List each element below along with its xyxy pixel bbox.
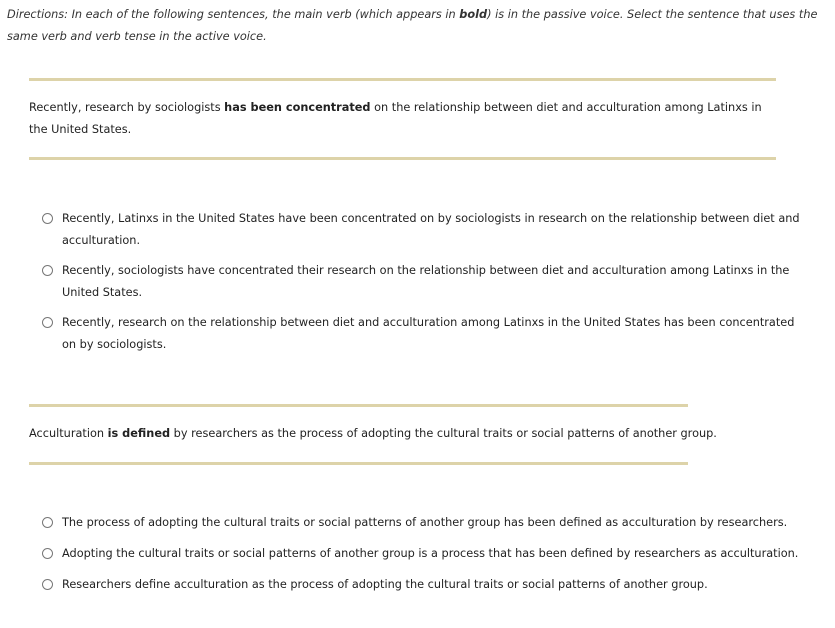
question-1-option-1[interactable] [42, 208, 802, 252]
question-2-stem [29, 423, 819, 445]
question-2-option-3-label: Researchers define acculturation as the process of adopting the cultural traits or social patterns of another group. [62, 578, 708, 591]
question-1-option-2[interactable] [42, 260, 812, 304]
question-2-option-1-label: The process of adopting the cultural traits or social patterns of another group has been defined as acculturation by researchers. [62, 516, 788, 529]
question-2-option-3-radio[interactable] [42, 579, 53, 590]
question-1-stem-before: Recently, research by sociologists [29, 101, 225, 114]
question-1-option-3[interactable] [42, 312, 812, 356]
question-1-stem-verb: has been concentrated [224, 101, 371, 114]
question-2-option-2-radio[interactable] [42, 548, 53, 559]
directions-text [7, 4, 829, 48]
question-1-option-2-radio[interactable] [42, 265, 53, 276]
directions-suffix: ) is in the passive voice. Select the sentence that uses the same verb and verb tense in the active voice. [7, 8, 818, 43]
question-2-option-1[interactable] [42, 512, 827, 534]
directions-bold-word: bold [459, 8, 488, 21]
question-1-bottom-divider [29, 157, 776, 160]
question-2-option-2-label: Adopting the cultural traits or social patterns of another group is a process that has been defined by researchers as acculturation. [62, 547, 799, 560]
question-2-option-1-radio[interactable] [42, 517, 53, 528]
question-1-option-1-radio[interactable] [42, 213, 53, 224]
question-2-stem-after: by researchers as the process of adopting the cultural traits or social patterns of another group. [170, 427, 717, 440]
question-1-top-divider [29, 78, 776, 81]
question-1-option-3-label: Recently, research on the relationship between diet and acculturation among Latinxs in the United States has been concentrated on by sociologists. [62, 316, 795, 351]
question-2-stem-verb: is defined [107, 427, 171, 440]
question-2-option-2[interactable] [42, 543, 827, 565]
question-1-stem-after: on the relationship between diet and acculturation among Latinxs in the United States. [29, 101, 762, 136]
directions-prefix: Directions: In each of the following sentences, the main verb (which appears in [7, 8, 460, 21]
question-1-stem [29, 97, 769, 141]
question-2-bottom-divider [29, 462, 688, 465]
question-2-top-divider [29, 404, 688, 407]
question-1-option-2-label: Recently, sociologists have concentrated their research on the relationship between diet and acculturation among Latinxs in the United States. [62, 264, 790, 299]
question-2-stem-before: Acculturation [29, 427, 108, 440]
question-2-option-3[interactable] [42, 574, 827, 596]
question-1-option-3-radio[interactable] [42, 317, 53, 328]
question-1-option-1-label: Recently, Latinxs in the United States have been concentrated on by sociologists in research on the relationship between diet and acculturation. [62, 212, 800, 247]
